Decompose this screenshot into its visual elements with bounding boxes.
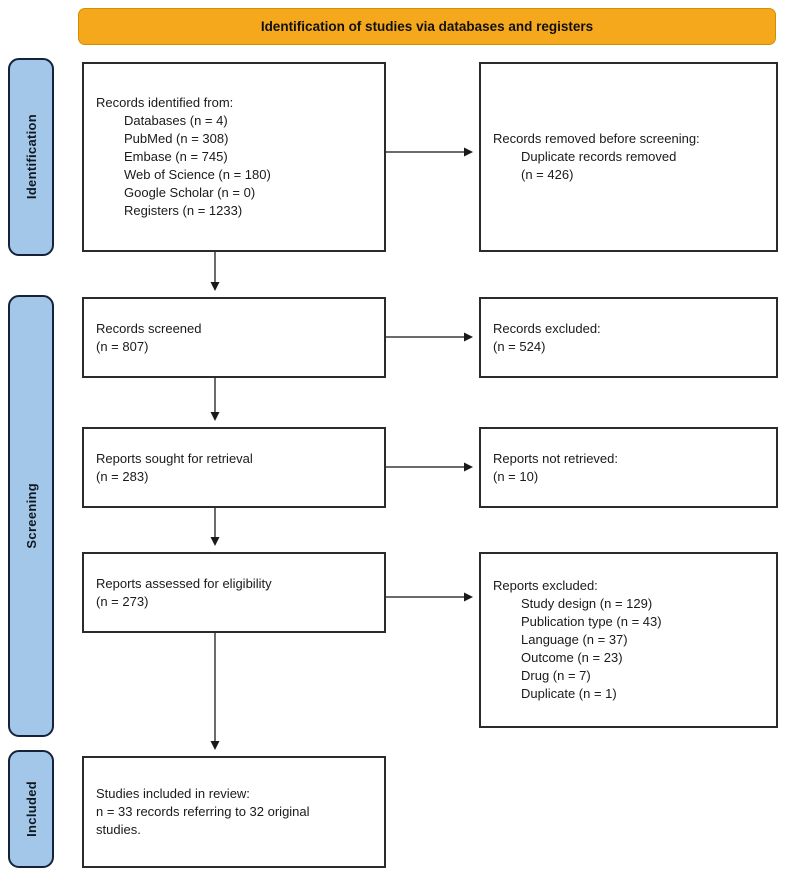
stage-label-identification: Identification [23,114,39,200]
box-studies-included [82,756,386,868]
stage-label-screening: Screening [23,483,39,549]
box-records-excluded [479,297,778,378]
box-line: n = 33 records referring to 32 original [96,804,310,819]
box-item: Google Scholar (n = 0) [124,185,256,200]
box-line: Records excluded: [493,320,601,336]
box-reports-assessed [82,552,386,633]
box-line: Studies included in review: [96,786,250,801]
box-reports-excluded [479,552,778,728]
box-item: Web of Science (n = 180) [124,167,271,182]
box-item: Duplicate (n = 1) [521,686,617,701]
box-item: Embase (n = 745) [124,149,228,164]
box-title: Records removed before screening: [493,131,700,146]
box-line: (n = 524) [493,338,546,354]
box-item: Study design (n = 129) [521,596,653,611]
box-item: Language (n = 37) [521,632,628,647]
box-line: (n = 807) [96,338,149,354]
stage-bar-identification [8,58,54,256]
box-item: Outcome (n = 23) [521,650,623,665]
box-line: (n = 283) [96,468,149,484]
box-records-identified [82,62,386,252]
diagram-title: Identification of studies via databases and registers [260,19,594,34]
box-item: (n = 426) [521,167,574,182]
box-records-screened [82,297,386,378]
box-item: Duplicate records removed [521,149,677,164]
box-reports-not-retrieved [479,427,778,508]
box-title: Records identified from: [96,95,234,110]
box-reports-sought [82,427,386,508]
box-item: Databases (n = 4) [124,113,228,128]
box-item: Registers (n = 1233) [124,203,243,218]
box-line: (n = 273) [96,593,149,609]
box-line: studies. [96,822,141,837]
box-item: Publication type (n = 43) [521,614,662,629]
stage-label-included: Included [23,781,39,837]
box-item: Drug (n = 7) [521,668,591,683]
box-records-removed [479,62,778,252]
box-line: Reports assessed for eligibility [96,575,272,591]
stage-bar-screening [8,295,54,737]
box-line: Reports not retrieved: [493,450,619,466]
box-line: Reports sought for retrieval [96,450,253,466]
box-line: (n = 10) [493,468,539,484]
box-item: PubMed (n = 308) [124,131,229,146]
stage-bar-included [8,750,54,868]
box-line: Records screened [96,320,202,336]
box-title: Reports excluded: [493,578,598,593]
header-banner [78,8,776,45]
